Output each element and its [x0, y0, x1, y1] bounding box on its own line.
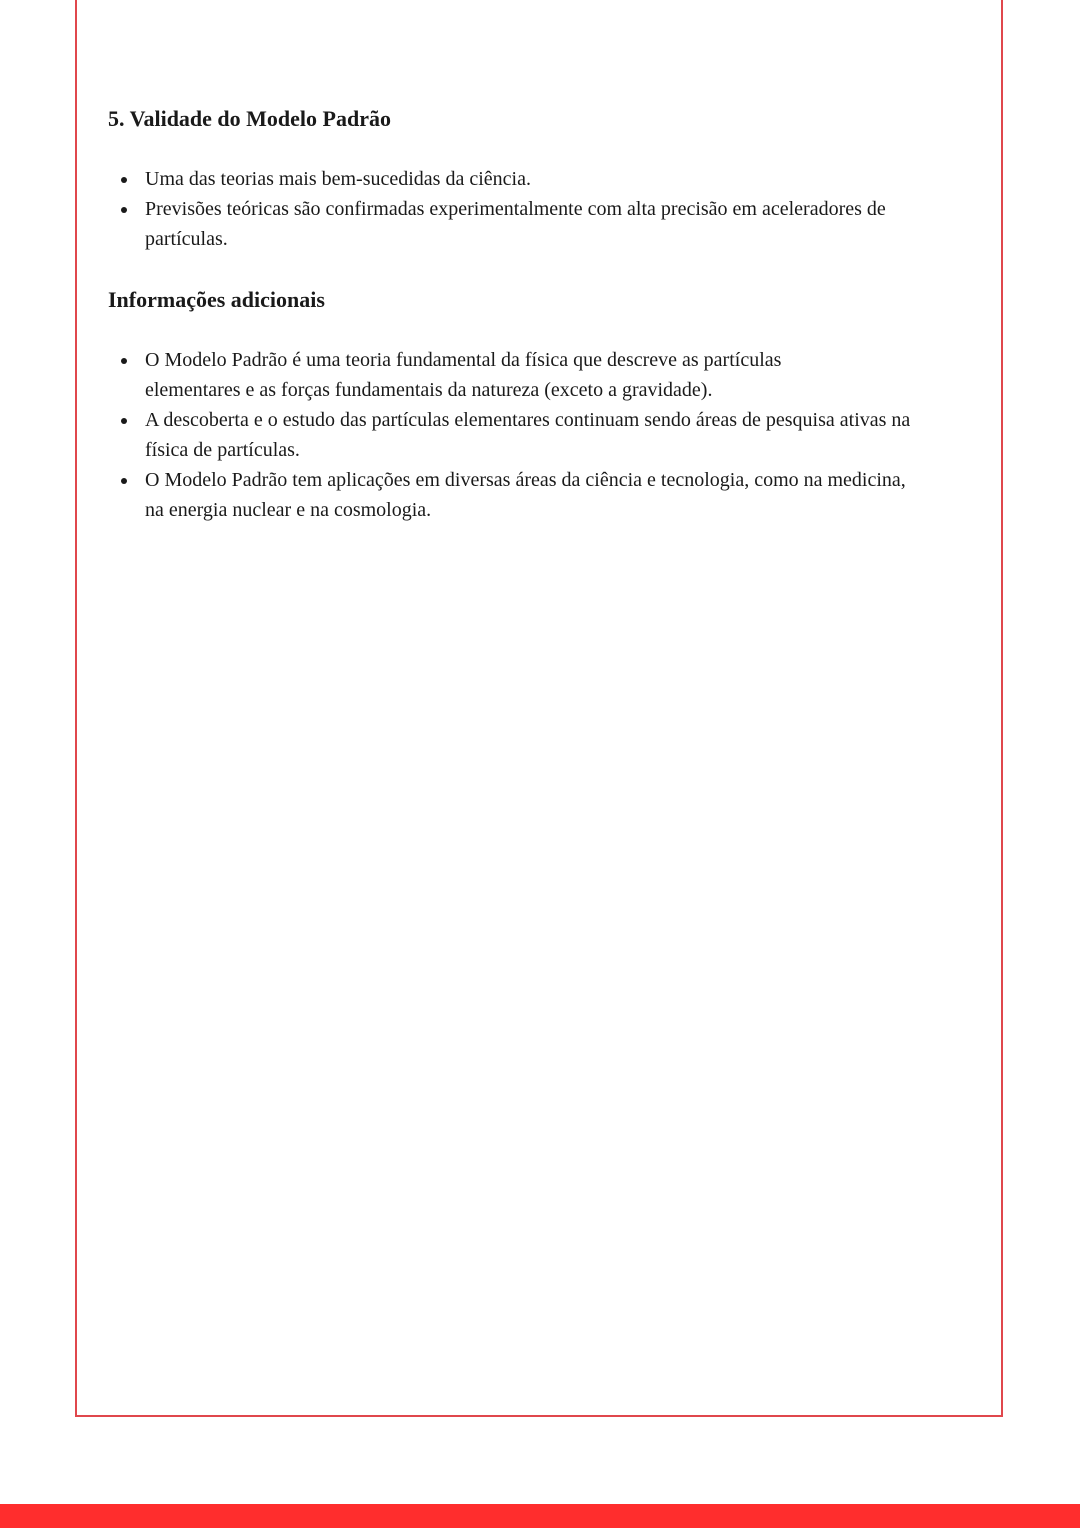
footer-bar	[0, 1504, 1080, 1528]
section-heading: 5. Validade do Modelo Padrão	[108, 106, 391, 131]
section-additional-info	[108, 285, 958, 525]
section-validity	[108, 104, 958, 254]
list-item: Uma das teorias mais bem-sucedidas da ciência.	[108, 164, 905, 194]
bullet-list	[108, 164, 958, 254]
document-body	[108, 104, 958, 525]
list-item: O Modelo Padrão é uma teoria fundamental da física que descreve as partículas elementares e as forças fundamentais da natureza (exceto a gravidade).	[108, 345, 875, 405]
bullet-list	[108, 345, 958, 525]
list-item: O Modelo Padrão tem aplicações em diversas áreas da ciência e tecnologia, como na medicina, na energia nuclear e na cosmologia.	[108, 465, 925, 525]
section-heading: Informações adicionais	[108, 287, 325, 312]
list-item: Previsões teóricas são confirmadas experimentalmente com alta precisão em aceleradores de partículas.	[108, 194, 955, 254]
list-item: A descoberta e o estudo das partículas elementares continuam sendo áreas de pesquisa ativas na física de partículas.	[108, 405, 935, 465]
